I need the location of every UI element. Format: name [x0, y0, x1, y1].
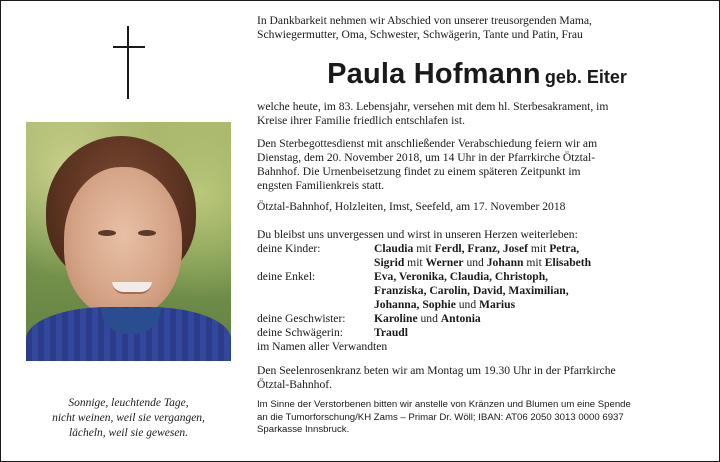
deceased-name [257, 58, 697, 91]
poem-line: Sonnige, leuchtende Tage, [68, 397, 189, 409]
funeral-line: engsten Familienkreis statt. [257, 179, 385, 192]
intro-line: In Dankbarkeit nehmen wir Abschied von unserer treusorgenden Mama, [257, 14, 592, 27]
poem [26, 396, 231, 441]
grandchildren-line: Eva, Veronika, Claudia, Christoph, [374, 270, 549, 283]
donation-text [257, 399, 695, 437]
portrait-photo [26, 122, 231, 361]
children-label: deine Kinder: [257, 242, 321, 255]
passing-line: Kreise ihrer Familie friedlich entschlafen ist. [257, 114, 465, 127]
grandchildren-row [257, 284, 697, 298]
donation-line: Sparkasse Innsbruck. [257, 424, 350, 435]
siblings-line: Karoline und Antonia [374, 312, 481, 325]
sister-in-law-name: Traudl [374, 326, 408, 339]
children-line: Claudia mit Ferdl, Franz, Josef mit Petra, [374, 242, 580, 255]
passing-line: welche heute, im 83. Lebensjahr, versehen mit dem hl. Sterbesakrament, im [257, 100, 609, 113]
rosary-line: Den Seelenrosenkranz beten wir am Montag um 19.30 Uhr in der Pfarrkirche [257, 364, 616, 377]
grandchildren-line: Johanna, Sophie und Marius [374, 298, 516, 311]
donation-line: an die Tumorforschung/KH Zams – Primar Dr. Wöll; IBAN: AT06 2050 3013 0000 6937 [257, 411, 624, 423]
donation-line: Im Sinne der Verstorbenen bitten wir anstelle von Kränzen und Blumen um eine Spende [257, 399, 631, 410]
place-date: Ötztal-Bahnhof, Holzleiten, Imst, Seefeld, am 17. November 2018 [257, 200, 566, 213]
deceased-full-name: Paula Hofmann [327, 58, 541, 90]
poem-line: lächeln, weil sie gewesen. [68, 427, 189, 439]
children-line: Sigrid mit Werner und Johann mit Elisabeth [374, 256, 592, 269]
grandchildren-label: deine Enkel: [257, 270, 316, 283]
family-list [257, 228, 697, 354]
relatives-line: im Namen aller Verwandten [257, 340, 388, 353]
intro-line: Schwiegermutter, Oma, Schwester, Schwägerin, Tante und Patin, Frau [257, 28, 583, 41]
grandchildren-row [257, 298, 697, 312]
rosary-line: Ötztal-Bahnhof. [257, 378, 333, 391]
funeral-line: Bahnhof. Die Urnenbeisetzung findet zu einem späteren Zeitpunkt im [257, 165, 581, 178]
funeral-line: Dienstag, dem 20. November 2018, um 14 Uhr in der Pfarrkirche Ötztal- [257, 151, 596, 164]
grandchildren-line: Franziska, Carolin, David, Maximilian, [374, 284, 569, 297]
funeral-text [257, 137, 697, 193]
cross-icon [113, 26, 145, 99]
children-row [257, 256, 697, 270]
siblings-label: deine Geschwister: [257, 312, 346, 325]
rosary-text [257, 364, 697, 392]
grandchildren-row [257, 270, 697, 284]
passing-text [257, 100, 697, 128]
intro-text [257, 14, 697, 42]
funeral-line: Den Sterbegottesdienst mit anschließender Verabschiedung feiern wir am [257, 137, 598, 150]
sister-in-law-label: deine Schwägerin: [257, 326, 343, 339]
maiden-name: geb. Eiter [544, 67, 627, 87]
children-row [257, 242, 697, 256]
family-intro: Du bleibst uns unvergessen und wirst in unseren Herzen weiterleben: [257, 228, 578, 241]
sister-in-law-row [257, 326, 697, 340]
siblings-row [257, 312, 697, 326]
poem-line: nicht weinen, weil sie vergangen, [52, 412, 205, 424]
